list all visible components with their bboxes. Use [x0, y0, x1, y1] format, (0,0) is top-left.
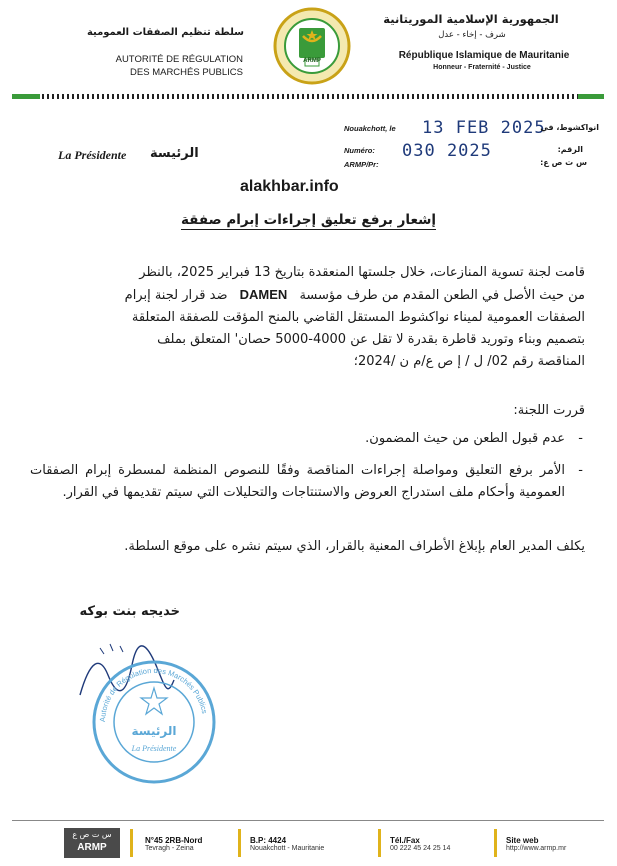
- footer-separator: [130, 829, 133, 857]
- footer-logo-fr: ARMP: [77, 842, 107, 853]
- number-label-fr: Numéro:: [344, 146, 375, 155]
- emblem-label: ARMP: [303, 58, 321, 64]
- republic-motto-ar: شرف - إخاء - عدل: [438, 30, 506, 40]
- header-divider-accent-right: [578, 94, 604, 99]
- body-paragraph: [30, 262, 585, 373]
- footer-tel: [390, 836, 450, 852]
- decided-label: قررت اللجنة:: [513, 403, 585, 418]
- seal-ring-text: Autorité de Régulation des Marchés Publics: [97, 665, 210, 723]
- company-name: DAMEN: [239, 287, 288, 302]
- footer-bp-line2: Nouakchott - Mauritanie: [250, 845, 325, 852]
- ref-label-fr: ARMP/Pr:: [344, 160, 379, 169]
- authority-name-ar: سلطة تنظيم الصفقات العمومية: [86, 27, 244, 38]
- decision-item: - الأمر برفع التعليق ومواصلة إجراءات المناقصة وفقًا للنصوص المنظمة لمسطرة إبرام الصفقات العمومية وأحكام ملف استدراج العروض والاستنتاجات والتحليلات التي سيتم تقديمها في القرار.: [30, 463, 583, 500]
- footer-web-link[interactable]: http://www.armp.mr: [506, 845, 567, 852]
- authority-name-fr-line1: AUTORITÉ DE RÉGULATION: [115, 54, 243, 65]
- footer-address-line2: Tevragh - Zeina: [145, 845, 194, 852]
- paragraph-line-part: من حيث الأصل في الطعن المقدم من طرف مؤسسة: [299, 288, 585, 303]
- armp-emblem-logo: [272, 6, 352, 86]
- footer-logo: [64, 828, 120, 858]
- sender-title-ar: الرئيسة: [150, 146, 199, 161]
- date-value: 13 FEB 2025: [422, 118, 546, 138]
- header-divider-accent-left: [12, 94, 40, 99]
- paragraph-line: [30, 284, 585, 307]
- seal-title-fr: La Présidente: [131, 744, 177, 753]
- footer-address: [145, 836, 202, 852]
- closing-paragraph: يكلف المدير العام بإبلاغ الأطراف المعنية بالقرار، الذي سيتم نشره على موقع السلطة.: [124, 539, 585, 554]
- republic-motto-fr: Honneur - Fraternité - Justice: [433, 64, 531, 71]
- footer-bp-line1: B.P: 4424: [250, 836, 287, 845]
- seal-title-ar: الرئيسة: [131, 724, 177, 738]
- paragraph-line: بتصميم وبناء وتوريد قاطرة بقدرة لا تقل عن 4000-5000 حصان' المتعلق بملف: [157, 332, 585, 347]
- paragraph-line-part: ضد قرار لجنة إبرام: [124, 288, 228, 303]
- footer-address-line1: N°45 2RB-Nord: [145, 836, 203, 845]
- paragraph-line: قامت لجنة تسوية المنازعات، خلال جلستها المنعقدة بتاريخ 13 فبراير 2025، بالنظر: [139, 265, 585, 280]
- footer-web-label: Site web: [506, 836, 539, 845]
- site-watermark: alakhbar.info: [240, 178, 339, 195]
- official-seal: [90, 658, 218, 786]
- republic-name-fr: République Islamique de Mauritanie: [398, 50, 570, 61]
- number-value: 030 2025: [402, 141, 492, 161]
- footer-logo-ar: س ت ص ع: [72, 830, 112, 839]
- date-label-fr: Nouakchott, le: [344, 124, 396, 133]
- republic-name-ar: الجمهورية الإسلامية الموريتانية: [383, 12, 559, 26]
- footer-divider: [12, 820, 604, 821]
- footer-separator: [494, 829, 497, 857]
- footer-bp: [250, 836, 324, 852]
- decision-item: - عدم قبول الطعن من حيث المضمون.: [365, 431, 583, 446]
- decision-text: عدم قبول الطعن من حيث المضمون.: [365, 431, 565, 446]
- sender-title-fr: La Présidente: [58, 148, 127, 162]
- footer-tel-label: Tél./Fax: [390, 836, 420, 845]
- paragraph-line: الصفقات العمومية لميناء نواكشوط المستقل القاضي بالمنح المؤقت للصفقة المتعلقة: [131, 310, 585, 325]
- paragraph-line: المناقصة رقم 02/ ل / إ ص ع/م ن /2024؛: [353, 354, 585, 369]
- number-label-ar: الرقم:: [557, 145, 583, 154]
- date-label-ar: انواكشوط، في: [540, 123, 599, 132]
- footer-tel-value: 00 222 45 24 25 14: [390, 845, 451, 852]
- authority-name-fr-line2: DES MARCHÉS PUBLICS: [130, 67, 243, 78]
- document-title: إشعار برفع تعليق إجراءات إبرام صفقة: [180, 212, 437, 228]
- header-divider: [12, 94, 604, 99]
- signer-name: خديجه بنت بوكه: [79, 604, 180, 619]
- decision-text: الأمر برفع التعليق ومواصلة إجراءات المناقصة وفقًا للنصوص المنظمة لمسطرة إبرام الصفقات العمومية وأحكام ملف استدراج العروض والاستنتاجات والتحليلات التي سيتم تقديمها في القرار.: [30, 463, 565, 500]
- ref-label-ar: س ت ص ع:: [540, 158, 587, 167]
- footer-separator: [238, 829, 241, 857]
- footer-separator: [378, 829, 381, 857]
- footer-web[interactable]: [506, 836, 566, 852]
